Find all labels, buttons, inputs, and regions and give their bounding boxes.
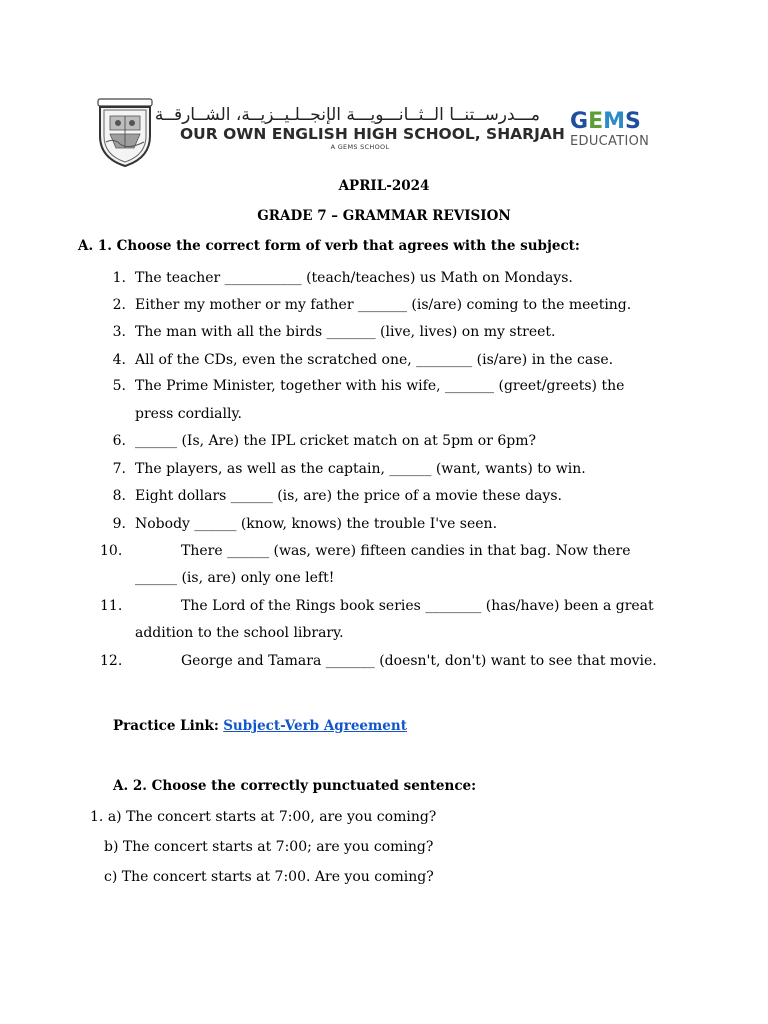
school-subtitle: A GEMS SCHOOL <box>330 143 390 151</box>
question-number: 6. <box>112 433 126 449</box>
gems-letter: E <box>588 109 604 134</box>
document-title: GRADE 7 – GRAMMAR REVISION <box>257 208 511 224</box>
question-number: 10. <box>100 543 123 559</box>
answer-option: b) The concert starts at 7:00; are you coming? <box>104 839 434 855</box>
section-a2-heading: A. 2. Choose the correctly punctuated sentence: <box>113 778 477 794</box>
section-a1-heading: A. 1. Choose the correct form of verb that agrees with the subject: <box>78 238 580 254</box>
question-text: Eight dollars ______ (is, are) the price of a movie these days. <box>135 488 562 504</box>
question-text: The players, as well as the captain, ______ (want, wants) to win. <box>135 461 586 477</box>
gems-letter: S <box>625 109 641 134</box>
school-name-arabic: مـــدرســتنــا الــثــانـــويـــة الإنجــلـيــزيــة، الشــارقــة <box>154 105 540 125</box>
question-number: 4. <box>112 352 126 368</box>
practice-link[interactable]: Subject-Verb Agreement <box>223 718 407 734</box>
answer-option <box>90 808 436 826</box>
gems-letter: M <box>603 109 625 134</box>
practice-link-row <box>113 718 407 734</box>
gems-education-text: EDUCATION <box>570 134 650 149</box>
gems-letter: G <box>570 109 589 134</box>
question-text: press cordially. <box>135 406 242 422</box>
question-text: The man with all the birds _______ (live, lives) on my street. <box>135 324 556 340</box>
question-number: 12. <box>100 653 123 669</box>
gems-wordmark <box>570 110 670 134</box>
question-text: George and Tamara _______ (doesn't, don't) want to see that movie. <box>181 653 657 669</box>
question-text: ______ (Is, Are) the IPL cricket match on at 5pm or 6pm? <box>135 433 536 449</box>
gems-education-logo <box>570 110 670 154</box>
practice-link-label: Practice Link: <box>113 718 219 734</box>
question-text: There ______ (was, were) fifteen candies in that bag. Now there <box>181 543 631 559</box>
question-text: The Lord of the Rings book series ________ (has/have) been a great <box>181 598 654 614</box>
question-text: Either my mother or my father _______ (is/are) coming to the meeting. <box>135 297 632 313</box>
question-text: ______ (is, are) only one left! <box>135 570 335 586</box>
question-number: 1. <box>112 270 126 286</box>
answer-option: c) The concert starts at 7:00. Are you coming? <box>104 869 434 885</box>
question-number: 7. <box>112 461 126 477</box>
question-number: 3. <box>112 324 126 340</box>
question-text: The teacher ___________ (teach/teaches) us Math on Mondays. <box>135 270 573 286</box>
question-text: The Prime Minister, together with his wife, _______ (greet/greets) the <box>135 378 625 394</box>
question-number: 2. <box>112 297 126 313</box>
question-number: 9. <box>112 516 126 532</box>
school-crest-icon <box>94 98 156 168</box>
question-number: 1. <box>90 809 104 825</box>
question-text: Nobody ______ (know, knows) the trouble I've seen. <box>135 516 498 532</box>
school-header <box>0 92 768 172</box>
question-number: 8. <box>112 488 126 504</box>
question-number: 11. <box>100 598 123 614</box>
question-text: All of the CDs, even the scratched one, ________ (is/are) in the case. <box>135 352 614 368</box>
school-name: OUR OWN ENGLISH HIGH SCHOOL, SHARJAH <box>180 125 565 143</box>
document-date: APRIL-2024 <box>338 178 430 194</box>
question-number: 5. <box>112 378 126 394</box>
option-text: a) The concert starts at 7:00, are you coming? <box>107 809 437 825</box>
school-name-block <box>154 105 565 151</box>
question-text: addition to the school library. <box>135 625 344 641</box>
